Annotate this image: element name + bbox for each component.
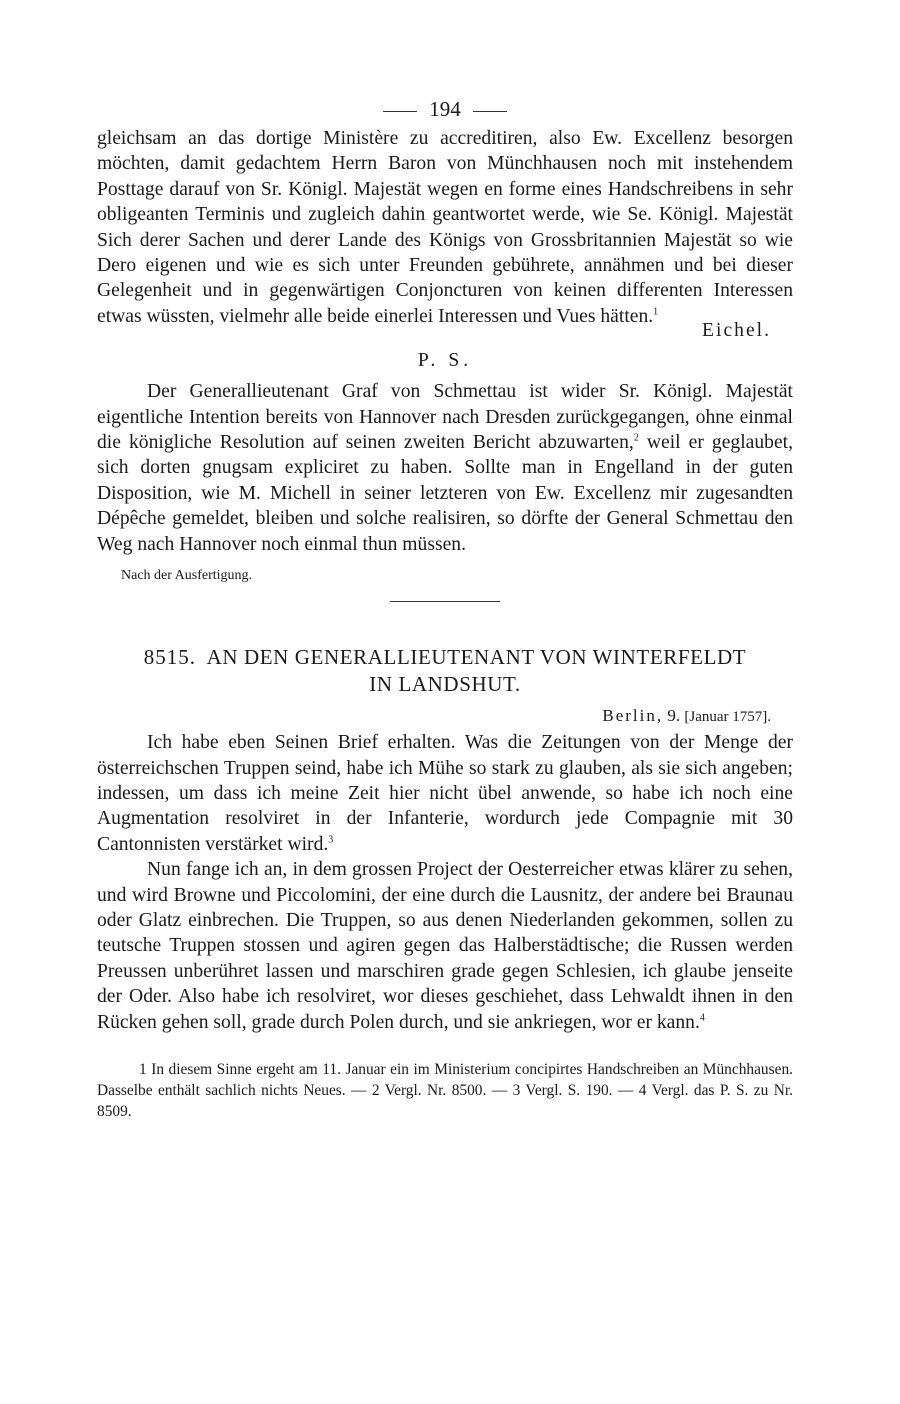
ps-text-part2: weil er geglaubet, sich dorten gnugsam expliciret zu haben. Sollte man in Engelland in der guten Disposition, wie M. Michell in seiner letzteren von Ew. Excellenz mir zugesandten Dépêche gemeldet, bleiben und solche realisiren, so dörfte der General Schmettau den Weg nach Hannover noch einmal thun müssen.: [97, 432, 793, 555]
document-title-line1: AN DEN GENERALLIEUTENANT VON WINTERFELDT: [206, 645, 747, 670]
document-number: 8515.: [143, 645, 197, 670]
document-title: [97, 644, 793, 698]
footnote-ref-4: 4: [699, 1012, 705, 1024]
date-day: 9.: [667, 706, 681, 726]
ps-heading: P. S.: [417, 350, 473, 372]
header-dash-left: [383, 111, 417, 112]
footnote-ref-3: 3: [328, 834, 334, 846]
page-number: 194: [429, 97, 461, 121]
body-paragraph-1-text: Ich habe eben Seinen Brief erhalten. Was die Zeitungen von der Menge der österreichschen Truppen seind, habe ich Mühe so stark zu glauben, als sie sich angeben; indessen, um dass ich meine Zeit hier nicht übel anwende, so habe ich noch eine Augmentation resolviret in der Infanterie, wordurch jede Compagnie mit 30 Cantonnisten verstärket wird.: [97, 732, 793, 855]
body-paragraph-2-text: Nun fange ich an, in dem grossen Project der Oesterreicher etwas klärer zu sehen, und wird Browne und Piccolomini, der eine durch die Lausnitz, der andere bei Braunau oder Glatz einbrechen. Die Truppen, so aus denen Niederlanden gekommen, sollen zu teutsche Truppen stossen und agiren gegen das Halberstädtische; die Russen werden Preussen unberühret lassen und marschiren grade gegen Schlesien, ich glaube jenseite der Oder. Also habe ich resolviret, wor dieses geschiehet, dass Lehwaldt ihnen in den Rücken gehen soll, grade durch Polen durch, und sie ankriegen, wor er kann.: [97, 859, 793, 1033]
dateline: [97, 702, 793, 730]
ps-paragraph: [97, 379, 793, 557]
source-note: Nach der Ausfertigung.: [121, 568, 253, 584]
letter-paragraph-text: gleichsam an das dortige Ministère zu accreditiren, also Ew. Excellenz besorgen möchten, damit gedachtem Herrn Baron von Münchhausen noch mit instehendem Posttage darauf von Sr. Königl. Majestät wegen en forme eines Handschreibens in sehr obligeanten Terminis und zugleich dahin geantwortet werde, wie Se. Königl. Majestät Sich derer Sachen und derer Lande des Königs von Grossbritannien Majestät so wie Dero eigenen und wie es sich unter Freunden gebührete, annähmen und bei dieser Gelegenheit und in gegenwärtigen Conjoncturen von keinen differenten Interessen etwas wüssten, vielmehr alle beide einerlei Interessen und Vues hätten.: [97, 128, 793, 327]
footnote-ref-1: 1: [653, 306, 659, 318]
date-place: Berlin,: [602, 706, 664, 726]
section-divider: [390, 601, 500, 602]
footnote-ref-2: 2: [633, 432, 639, 444]
letter-paragraph: [97, 126, 793, 329]
page-header: [97, 92, 793, 126]
document-title-line2: IN LANDSHUT.: [369, 672, 521, 697]
date-bracketed: [Januar 1757].: [684, 709, 771, 726]
footnote-text: 1 In diesem Sinne ergeht am 11. Januar ein im Ministerium concipirtes Handschreiben an Münchhausen. Dasselbe enthält sachlich nichts Neues. — 2 Vergl. Nr. 8500. — 3 Vergl. S. 190. — 4 Vergl. das P. S. zu Nr. 8509.: [97, 1060, 793, 1120]
ps-text-part1: Der Generallieutenant Graf von Schmettau ist wider Sr. Königl. Majestät eigentliche Intention bereits von Hannover nach Dresden zurückgegangen, ohne einmal die königliche Resolution auf seinen zweiten Bericht abzuwarten,: [97, 381, 793, 454]
header-dash-right: [473, 111, 507, 112]
body-paragraph-2: [97, 857, 793, 1035]
body-paragraph-1: [97, 730, 793, 857]
document-page: [97, 92, 793, 1122]
signature: Eichel.: [702, 320, 771, 342]
footnotes: [97, 1059, 793, 1122]
